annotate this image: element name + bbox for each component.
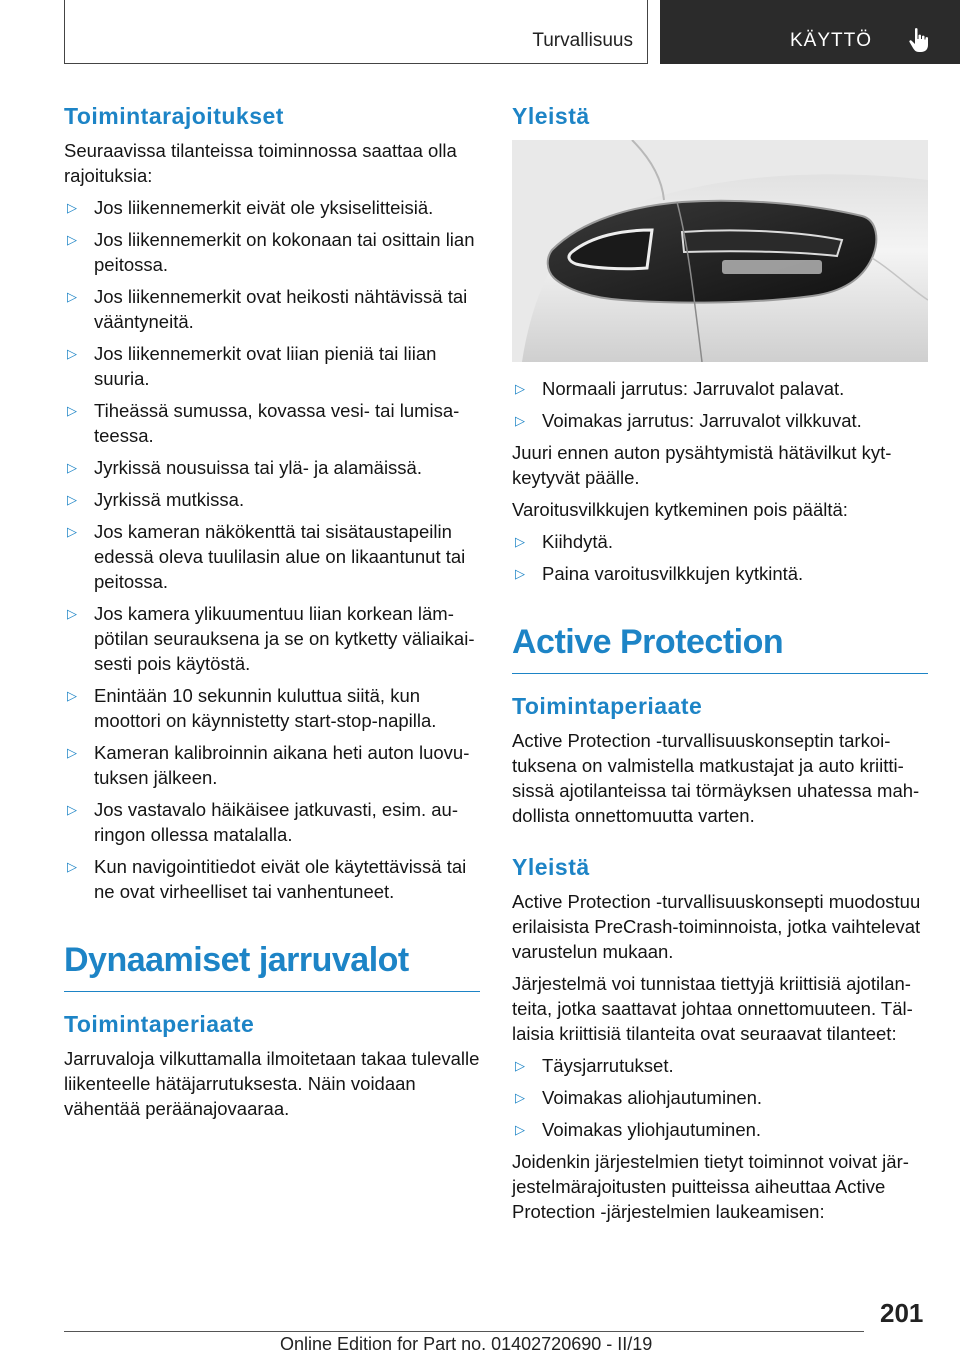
triangle-bullet-icon: ▷ bbox=[515, 566, 525, 581]
triangle-bullet-icon: ▷ bbox=[515, 381, 525, 396]
ap-general-p2: Järjestelmä voi tunnistaa tiettyjä kriittisiä ajotilanteita, jotka saattavat johtaa onnettomuuteen. Tällaisia kriittisiä tilanteita ovat seuraavat tilanteet: bbox=[512, 973, 913, 1044]
header-section-box bbox=[64, 0, 648, 64]
tail-light-image bbox=[512, 140, 928, 362]
list-item: ▷ Kameran kalibroinnin aikana heti auton luovutuksen jälkeen. bbox=[67, 742, 470, 788]
dyn-principle-text: Jarruvaloja vilkuttamalla ilmoitetaan takaa tulevalle liikenteelle hätäjarrutuksesta. Näin voidaan vähentää peräänajovaaraa. bbox=[64, 1048, 480, 1119]
list-item: ▷ Voimakas yliohjautuminen. bbox=[515, 1119, 762, 1140]
list-item: ▷ Jos vastavalo häikäisee jatkuvasti, esim. auringon ollessa matalalla. bbox=[67, 799, 459, 845]
ap-principle-text: Active Protection -turvallisuuskonseptin tarkoituksena on valmistella matkustajat ja auto kriittisissä ajotilanteissa tai törmäyksen uhatessa mahdollista onnettomuutta varten. bbox=[512, 730, 920, 826]
list-item: ▷ Kiihdytä. bbox=[515, 531, 613, 552]
limits-intro: Seuraavissa tilanteissa toiminnossa saattaa olla rajoituksia: bbox=[64, 140, 457, 186]
footer-divider bbox=[64, 1331, 864, 1332]
general-list bbox=[512, 376, 928, 433]
ap-general-heading: Yleistä bbox=[512, 854, 590, 880]
triangle-bullet-icon: ▷ bbox=[67, 606, 77, 621]
active-protection-title: Active Protection bbox=[512, 619, 928, 674]
triangle-bullet-icon: ▷ bbox=[515, 1058, 525, 1073]
list-item: ▷ Kun navigointitiedot eivät ole käytettävissä tai ne ovat virheelliset tai vanhentuneet. bbox=[67, 856, 467, 902]
triangle-bullet-icon: ▷ bbox=[67, 688, 77, 703]
triangle-bullet-icon: ▷ bbox=[67, 403, 77, 418]
hand-pointer-icon bbox=[906, 26, 934, 54]
limits-list bbox=[64, 195, 480, 904]
triangle-bullet-icon: ▷ bbox=[67, 492, 77, 507]
general-p1: Juuri ennen auton pysähtymistä hätävilkut kytkeytyvät päälle. bbox=[512, 442, 892, 488]
list-item: ▷ Paina varoitusvilkkujen kytkintä. bbox=[515, 563, 804, 584]
triangle-bullet-icon: ▷ bbox=[515, 1090, 525, 1105]
triangle-bullet-icon: ▷ bbox=[515, 534, 525, 549]
limits-heading: Toimintarajoitukset bbox=[64, 103, 284, 129]
general-heading: Yleistä bbox=[512, 103, 590, 129]
triangle-bullet-icon: ▷ bbox=[67, 460, 77, 475]
dyn-principle-heading: Toimintaperiaate bbox=[64, 1011, 255, 1037]
list-item: ▷ Voimakas jarrutus: Jarruvalot vilkkuvat. bbox=[515, 410, 862, 431]
footer-edition: Online Edition for Part no. 01402720690 - II/19 bbox=[280, 1334, 653, 1354]
header-chapter-title: KÄYTTÖ bbox=[790, 30, 873, 51]
triangle-bullet-icon: ▷ bbox=[67, 859, 77, 874]
triangle-bullet-icon: ▷ bbox=[67, 346, 77, 361]
ap-general-p1: Active Protection -turvallisuuskonsepti muodostuu erilaisista PreCrash-toiminnoista, jotka vaihtelevat varustelun mukaan. bbox=[512, 891, 921, 962]
ap-general-p3: Joidenkin järjestelmien tietyt toiminnot voivat järjestelmärajoitusten puitteissa aiheuttaa Active Protection -järjestelmien laukeamisen: bbox=[512, 1151, 909, 1222]
list-item: ▷ Jyrkissä nousuissa tai ylä- ja alamäissä. bbox=[67, 457, 422, 478]
list-item: ▷ Jos liikennemerkit eivät ole yksiselitteisiä. bbox=[67, 197, 434, 218]
list-item: ▷ Täysjarrutukset. bbox=[515, 1055, 674, 1076]
dyn-brake-lights-title: Dynaamiset jarruvalot bbox=[64, 937, 480, 992]
triangle-bullet-icon: ▷ bbox=[515, 413, 525, 428]
general-list-2 bbox=[512, 529, 928, 586]
list-item: ▷ Tiheässä sumussa, kovassa vesi- tai lumisateessa. bbox=[67, 400, 460, 446]
general-p2: Varoitusvilkkujen kytkeminen pois päältä: bbox=[512, 499, 848, 520]
triangle-bullet-icon: ▷ bbox=[67, 745, 77, 760]
list-item: ▷ Jyrkissä mutkissa. bbox=[67, 489, 245, 510]
triangle-bullet-icon: ▷ bbox=[515, 1122, 525, 1137]
left-column bbox=[64, 100, 480, 1128]
list-item: ▷ Jos kameran näkökenttä tai sisätaustapeilin edessä oleva tuulilasin alue on likaantunut tai peitossa. bbox=[67, 521, 466, 592]
ap-list bbox=[512, 1053, 928, 1142]
page-number: 201 bbox=[880, 1298, 924, 1328]
triangle-bullet-icon: ▷ bbox=[67, 289, 77, 304]
header-section-title: Turvallisuus bbox=[532, 30, 633, 51]
triangle-bullet-icon: ▷ bbox=[67, 200, 77, 215]
right-column bbox=[512, 100, 928, 1231]
triangle-bullet-icon: ▷ bbox=[67, 802, 77, 817]
list-item: ▷ Normaali jarrutus: Jarruvalot palavat. bbox=[515, 378, 845, 399]
list-item: ▷ Enintään 10 sekunnin kuluttua siitä, kun moottori on käynnistetty start-stop-napilla. bbox=[67, 685, 437, 731]
triangle-bullet-icon: ▷ bbox=[67, 232, 77, 247]
list-item: ▷ Jos kamera ylikuumentuu liian korkean lämpötilan seurauksena ja se on kytketty väliaikaisesti pois käytöstä. bbox=[67, 603, 475, 674]
list-item: ▷ Jos liikennemerkit ovat liian pieniä tai liian suuria. bbox=[67, 343, 437, 389]
triangle-bullet-icon: ▷ bbox=[67, 524, 77, 539]
header-chapter-box bbox=[660, 0, 960, 64]
list-item: ▷ Voimakas aliohjautuminen. bbox=[515, 1087, 763, 1108]
list-item: ▷ Jos liikennemerkit ovat heikosti nähtävissä tai vääntyneitä. bbox=[67, 286, 468, 332]
list-item: ▷ Jos liikennemerkit on kokonaan tai osittain lian peitossa. bbox=[67, 229, 475, 275]
ap-principle-heading: Toimintaperiaate bbox=[512, 693, 703, 719]
